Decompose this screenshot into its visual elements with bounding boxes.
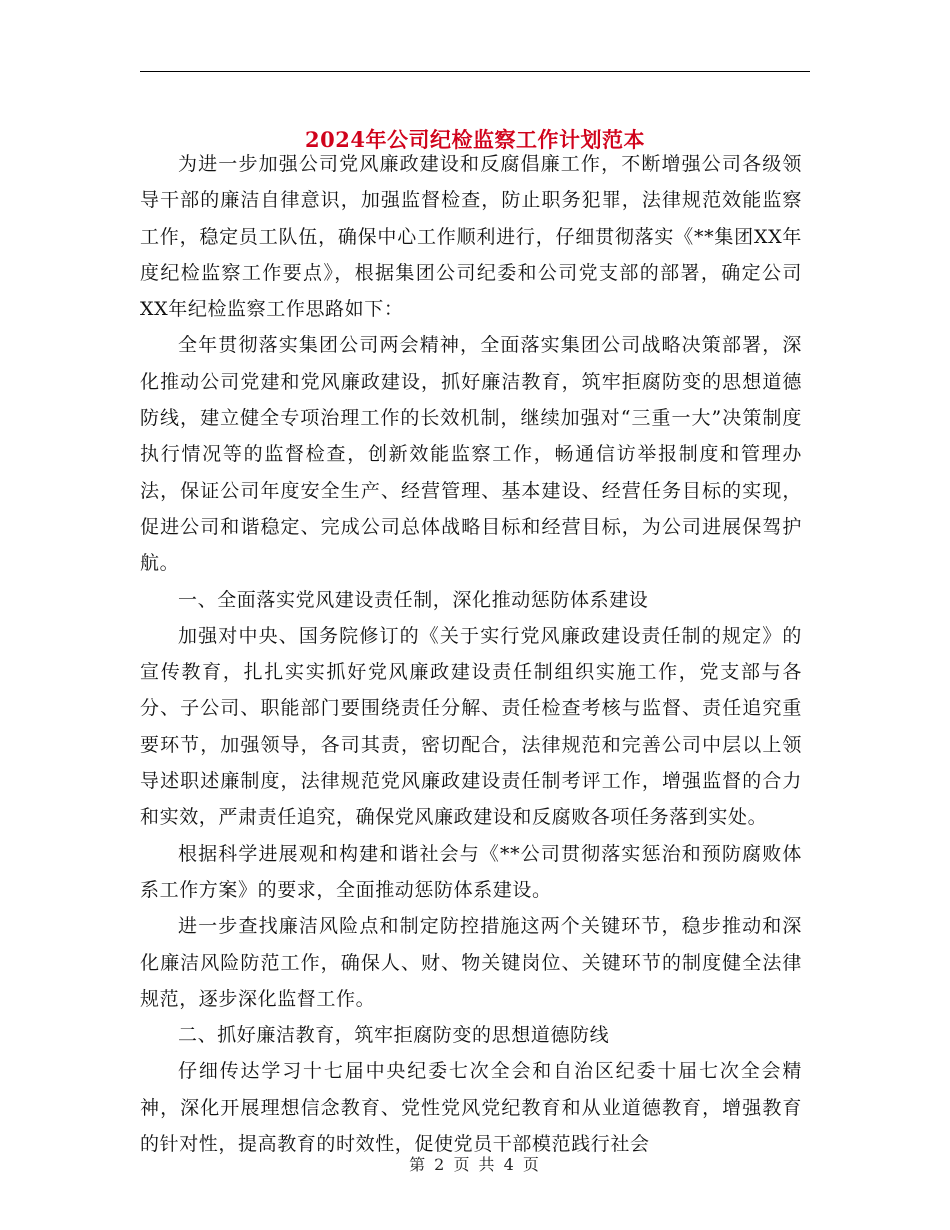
intro-paragraph: 为进一步加强公司党风廉政建设和反腐倡廉工作，不断增强公司各级领导干部的廉洁自律意识，加强监督检查，防止职务犯罪，法律规范效能监察工作，稳定员工队伍，确保中心工作顺利进行，仔细贯彻落实《**集团XX年度纪检监察工作要点》，根据集团公司纪委和公司党支部的部署，确定公司XX年纪检监察工作思路如下： xyxy=(140,153,802,321)
section-1-paragraph-3: 进一步查找廉洁风险点和制定防控措施这两个关键环节，稳步推动和深化廉洁风险防范工作，确保人、财、物关键岗位、关键环节的制度健全法律规范，逐步深化监督工作。 xyxy=(140,915,802,1010)
document-body xyxy=(140,146,802,1162)
section-1-paragraph-1: 加强对中央、国务院修订的《关于实行党风廉政建设责任制的规定》的宣传教育，扎扎实实抓好党风廉政建设责任制组织实施工作，党支部与各分、子公司、职能部门要围绕责任分解、责任检查考核与监督、责任追究重要环节，加强领导，各司其责，密切配合，法律规范和完善公司中层以上领导述职述廉制度，法律规范党风廉政建设责任制考评工作，增强监督的合力和实效，严肃责任追究，确保党风廉政建设和反腐败各项任务落到实处。 xyxy=(140,624,802,829)
section-2-paragraph-1: 仔细传达学习十七届中央纪委七次全会和自治区纪委十届七次全会精神，深化开展理想信念教育、党性党风党纪教育和从业道德教育，增强教育的针对性，提高教育的时效性，促使党员干部模范践行社会 xyxy=(140,1060,802,1156)
document-title: 2024年公司纪检监察工作计划范本 xyxy=(305,127,645,153)
section-heading-1: 一、全面落实党风建设责任制，深化推动惩防体系建设 xyxy=(178,588,649,611)
page-number: 第 2 页 共 4 页 xyxy=(409,1155,541,1174)
section-heading-2: 二、抓好廉洁教育，筑牢拒腐防变的思想道德防线 xyxy=(178,1024,610,1047)
overview-paragraph: 全年贯彻落实集团公司两会精神，全面落实集团公司战略决策部署，深化推动公司党建和党风廉政建设，抓好廉洁教育，筑牢拒腐防变的思想道德防线，建立健全专项治理工作的长效机制，继续加强对“三重一大”决策制度执行情况等的监督检查，创新效能监察工作，畅通信访举报制度和管理办法，保证公司年度安全生产、经营管理、基本建设、经营任务目标的实现，促进公司和谐稳定、完成公司总体战略目标和经营目标，为公司进展保驾护航。 xyxy=(140,334,802,575)
header-rule xyxy=(140,71,810,72)
section-1-paragraph-2: 根据科学进展观和构建和谐社会与《**公司贯彻落实惩治和预防腐败体系工作方案》的要求，全面推动惩防体系建设。 xyxy=(140,842,802,901)
